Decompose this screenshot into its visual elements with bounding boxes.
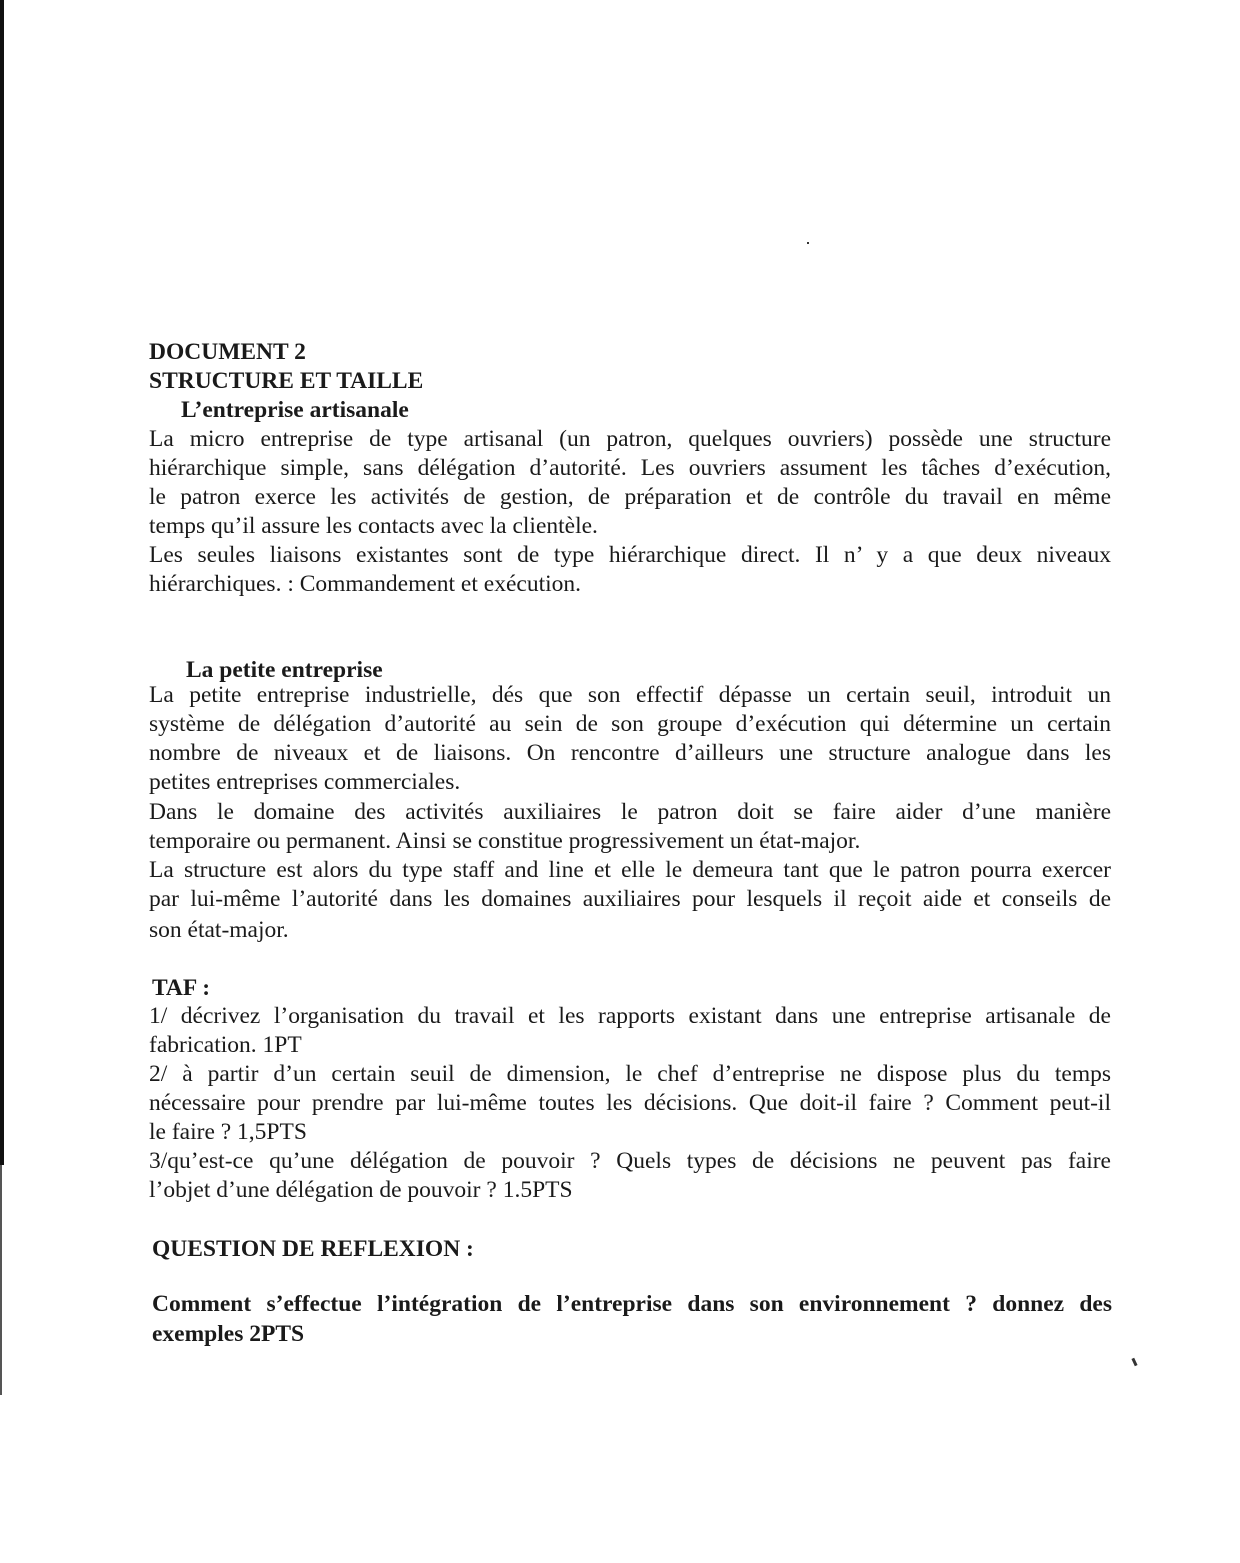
scan-border bbox=[0, 0, 4, 1165]
scan-speck bbox=[1131, 1358, 1137, 1367]
reflexion-heading: QUESTION DE REFLEXION : bbox=[152, 1236, 474, 1262]
paragraph-line: Les seules liaisons existantes sont de type hiérarchique direct. Il n’ y a que deux niveaux bbox=[149, 542, 1111, 568]
taf-heading: TAF : bbox=[152, 975, 211, 1001]
paragraph-line: hiérarchiques. : Commandement et exécution. bbox=[149, 571, 581, 597]
reflexion-question-line: Comment s’effectue l’intégration de l’entreprise dans son environnement ? donnez des bbox=[152, 1291, 1112, 1317]
paragraph-line: La petite entreprise industrielle, dés que son effectif dépasse un certain seuil, introduit un bbox=[149, 682, 1111, 708]
question-line: 2/ à partir d’un certain seuil de dimension, le chef d’entreprise ne dispose plus du temps bbox=[149, 1061, 1111, 1087]
paragraph-line: temps qu’il assure les contacts avec la clientèle. bbox=[149, 513, 598, 539]
document-title: STRUCTURE ET TAILLE bbox=[149, 368, 424, 394]
paragraph-line: La structure est alors du type staff and line et elle le demeura tant que le patron pourra exercer bbox=[149, 857, 1111, 883]
section-heading-petite: La petite entreprise bbox=[186, 657, 383, 683]
paragraph-line: système de délégation d’autorité au sein de son groupe d’exécution qui détermine un certain bbox=[149, 711, 1111, 737]
document-label: DOCUMENT 2 bbox=[149, 339, 306, 365]
paragraph-line: Dans le domaine des activités auxiliaires le patron doit se faire aider d’une manière bbox=[149, 799, 1111, 825]
question-line: l’objet d’une délégation de pouvoir ? 1.5PTS bbox=[149, 1177, 573, 1203]
reflexion-question-line: exemples 2PTS bbox=[152, 1321, 305, 1347]
question-line: 1/ décrivez l’organisation du travail et les rapports existant dans une entreprise artisanale de bbox=[149, 1003, 1111, 1029]
scan-speck bbox=[807, 242, 809, 244]
paragraph-line: La micro entreprise de type artisanal (un patron, quelques ouvriers) possède une structure bbox=[149, 426, 1111, 452]
paragraph-line: hiérarchique simple, sans délégation d’autorité. Les ouvriers assument les tâches d’exécution, bbox=[149, 455, 1111, 481]
section-heading-artisanale: L’entreprise artisanale bbox=[181, 397, 409, 423]
scan-border bbox=[0, 1165, 2, 1395]
question-line: 3/qu’est-ce qu’une délégation de pouvoir ? Quels types de décisions ne peuvent pas faire bbox=[149, 1148, 1111, 1174]
paragraph-line: son état-major. bbox=[149, 917, 289, 943]
question-line: fabrication. 1PT bbox=[149, 1032, 302, 1058]
paragraph-line: le patron exerce les activités de gestion, de préparation et de contrôle du travail en même bbox=[149, 484, 1111, 510]
paragraph-line: nombre de niveaux et de liaisons. On rencontre d’ailleurs une structure analogue dans les bbox=[149, 740, 1111, 766]
paragraph-line: petites entreprises commerciales. bbox=[149, 769, 461, 795]
question-line: le faire ? 1,5PTS bbox=[149, 1119, 307, 1145]
paragraph-line: temporaire ou permanent. Ainsi se constitue progressivement un état-major. bbox=[149, 828, 861, 854]
question-line: nécessaire pour prendre par lui-même toutes les décisions. Que doit-il faire ? Comment peut-il bbox=[149, 1090, 1111, 1116]
paragraph-line: par lui-même l’autorité dans les domaines auxiliaires pour lesquels il reçoit aide et conseils de bbox=[149, 886, 1111, 912]
